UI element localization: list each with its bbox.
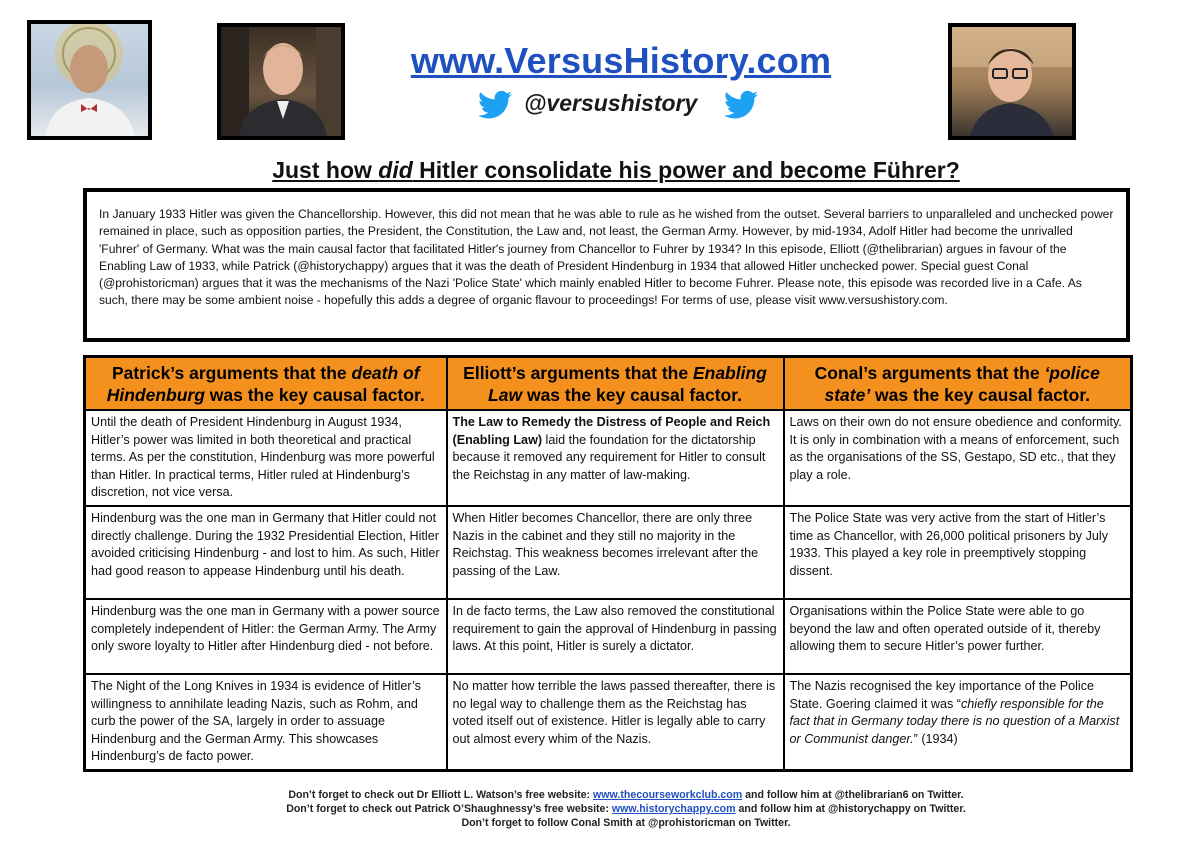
twitter-handle-row	[478, 88, 758, 122]
header-text: was the key causal factor.	[870, 385, 1091, 405]
footer-line-elliott	[200, 789, 1052, 801]
argument-text: ” (1934)	[913, 731, 958, 746]
episode-intro: In January 1933 Hitler was given the Chancellorship. However, this did not mean that he was able to rule as he wished from the outset. Several barriers to unparalleled and unchecked power remained in place, such as opposition parties, the President, the Constitution, the Law and, not least, the German Army. However, by mid-1934, Adolf Hitler had become the unrivalled 'Fuhrer' of Germany. What was the main causal factor that facilitated Hitler's journey from Chancellor to Fuhrer by 1934? In this episode, Elliott (@thelibrarian) argues in favour of the Enabling Law of 1933, while Patrick (@historychappy) argues that it was the death of President Hindenburg in 1934 that allowed Hitler unchecked power. Special guest Conal (@prohistoricman) argues that it was the mechanisms of the Nazi 'Police State' which mainly enabled Hitler to become Fuhrer. Please note, this episode was recorded live in a Cafe. As such, there may be some ambient noise - hopefully this adds a degree of organic flavour to proceedings! For terms of use, please visit www.versushistory.com.	[83, 188, 1130, 342]
patrick-argument: The Night of the Long Knives in 1934 is evidence of Hitler’s willingness to annihilate leading Nazis, such as Rohm, and curb the power of the SA, largely in order to assuage Hindenburg and the German Army. This showcases Hindenburg’s de facto power.	[85, 674, 447, 770]
patrick-argument: Hindenburg was the one man in Germany with a power source completely independent of Hitler: the German Army. The Army only swore loyalty to Hitler after Hindenburg died - not before.	[85, 599, 447, 674]
elliott-argument: In de facto terms, the Law also removed the constitutional requirement to gain the approval of Hindenburg in passing laws. At this point, Hitler is surely a dictator.	[447, 599, 784, 674]
host-portrait-image	[952, 27, 1072, 136]
footer-text: Don’t forget to check out Patrick O’Shaughnessy’s free website:	[286, 803, 612, 815]
historychappy-link[interactable]: www.historychappy.com	[611, 803, 736, 815]
header-patrick	[85, 357, 447, 411]
table-row	[85, 506, 1132, 599]
header-text: was the key causal factor.	[522, 385, 742, 405]
patrick-argument: Until the death of President Hindenburg in August 1934, Hitler’s power was limited in both theoretical and practical terms. As per the constitution, Hindenburg was more powerful than Hitler. In practical terms, Hitler ruled at Hindenburg’s discretion, not vice versa.	[85, 410, 447, 506]
table-row	[85, 674, 1132, 770]
conal-argument: The Police State was very active from the start of Hitler’s time as Chancellor, with 26,000 political prisoners by July 1933. This played a key role in preemptively stopping dissent.	[784, 506, 1132, 599]
elliott-argument: No matter how terrible the laws passed thereafter, there is no legal way to challenge them as the Reichstag has voted itself out of existence. Hitler is legally able to carry out almost every whim of the Nazis.	[447, 674, 784, 770]
enabling-law-title: The Law to Remedy the Distress of People and Reich (Enabling Law)	[452, 415, 771, 447]
header-text: Elliott’s arguments that the	[463, 363, 693, 383]
site-url-link[interactable]: www.VersusHistory.com	[410, 40, 832, 81]
host-portrait-image	[221, 27, 341, 136]
argument-text: laid the foundation for the dictatorship because it removed any requirement for Hitler to consult the Reichstag in any matter of law-making.	[452, 432, 766, 482]
conal-argument	[784, 674, 1132, 770]
header-text: was the key causal factor.	[204, 385, 425, 405]
footer-line-conal: Don’t forget to follow Conal Smith at @prohistoricman on Twitter.	[461, 817, 791, 829]
table-row	[85, 599, 1132, 674]
table-header-row	[85, 357, 1132, 411]
twitter-handle[interactable]: @versushistory	[524, 90, 698, 116]
title-part-1: Just how	[272, 157, 379, 183]
header-elliott	[447, 357, 784, 411]
footer-text: and follow him at @historychappy on Twitter.	[735, 803, 966, 815]
patrick-argument: Hindenburg was the one man in Germany that Hitler could not directly challenge. During the 1932 Presidential Election, Hitler avoided criticising Hindenburg - and lost to him. As such, Hitler had good reason to appease Hindenburg until his death.	[85, 506, 447, 599]
conal-argument: Laws on their own do not ensure obedience and conformity. It is only in combination with a means of enforcement, such as the organisations of the SS, Gestapo, SD etc., that they play a role.	[784, 410, 1132, 506]
page-title	[150, 157, 1082, 184]
footer-text: Don’t forget to check out Dr Elliott L. Watson’s free website:	[288, 789, 594, 801]
host-photo-left	[27, 20, 152, 140]
goering-quote: chiefly responsible for the fact that in Germany today there is no question of a Marxist or Communist danger.	[789, 696, 1120, 746]
title-emphasis: did	[378, 157, 413, 183]
footer-line-patrick	[200, 803, 1052, 815]
conal-argument: Organisations within the Police State were able to go beyond the law and often operated outside of it, thereby allowing them to secure Hitler’s power further.	[784, 599, 1132, 674]
footer-text: and follow him at @thelibrarian6 on Twitter.	[742, 789, 964, 801]
twitter-bird-icon	[724, 90, 758, 120]
header-emphasis: death of Hindenburg	[106, 363, 420, 405]
host-portrait-image	[31, 24, 148, 136]
table-row	[85, 410, 1132, 506]
arguments-table	[83, 355, 1133, 772]
elliott-argument: When Hitler becomes Chancellor, there are only three Nazis in the cabinet and they still no majority in the Reichstag. This weakness becomes irrelevant after the passing of the Law.	[447, 506, 784, 599]
argument-text: The Nazis recognised the key importance of the Police State. Goering claimed it was “	[789, 678, 1095, 711]
header-emphasis: ‘police state’	[824, 363, 1100, 405]
header-conal	[784, 357, 1132, 411]
host-photo-middle	[217, 23, 345, 140]
header-emphasis: Enabling Law	[488, 363, 767, 405]
elliott-argument	[447, 410, 784, 506]
title-part-2: Hitler consolidate his power and become Führer?	[412, 157, 960, 183]
coursework-club-link[interactable]: www.thecourseworkclub.com	[593, 789, 743, 801]
header-text: Patrick’s arguments that the	[111, 363, 352, 383]
twitter-bird-icon	[478, 90, 512, 120]
host-photo-right	[948, 23, 1076, 140]
header-text: Conal’s arguments that the	[814, 363, 1045, 383]
